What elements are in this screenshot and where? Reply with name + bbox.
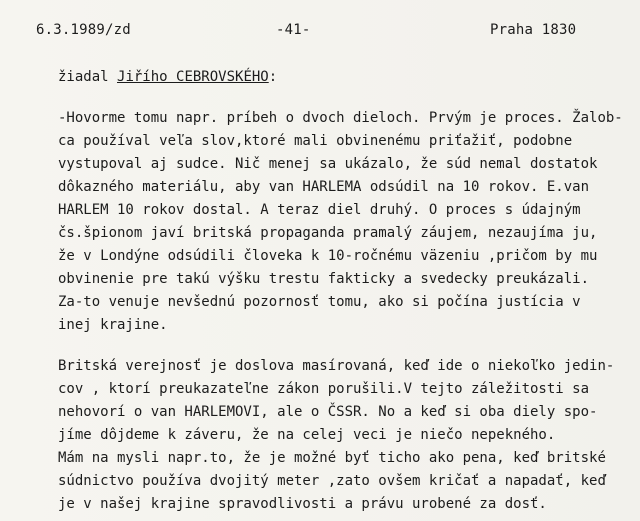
paragraph-line: je v našej krajine spravodlivosti a právu urobené za dosť. [58,496,547,512]
paragraph-line: obvinenie pre takú výšku trestu fakticky a svedecky preukázali. [58,271,590,287]
document-body [58,66,628,516]
paragraph-line: že v Londýne odsúdili človeka k 10-ročnému väzeniu ,pričom by mu [58,248,598,264]
place-code: Praha 1830 [490,22,577,38]
paragraph-line: čs.špionom javí britská propaganda pramalý záujem, nezaujíma ju, [58,225,598,241]
speaker-name: Jiřího CEBROVSKÉHO [117,69,269,85]
paragraph-line: cov , ktorí preukazateľne zákon porušili.V tejto záležitosti sa [58,381,590,397]
paragraph-line: inej krajine. [58,317,168,333]
paragraph-line: jíme dôjdeme k záveru, že na celej veci je niečo nepekného. [58,427,556,443]
page-number: -41- [276,22,311,38]
paragraph-line: HARLEM 10 rokov dostal. A teraz diel druhý. O proces s údajným [58,202,581,218]
paragraph-line: vystupoval aj sudce. Nič menej sa ukázalo, že súd nemal dostatok [58,156,598,172]
page-header [0,22,640,42]
paragraph-line: súdnictvo používa dvojitý meter ,zato ovšem kričať a napadať, keď [58,473,606,489]
speaker-colon: : [268,69,278,85]
document-date-reference: 6.3.1989/zd [36,22,131,38]
speaker-line [58,66,628,89]
paragraph-line: Mám na mysli napr.to, že je možné byť ticho ako pena, keď britské [58,450,606,466]
speaker-intro: žiadal [58,69,118,85]
paragraph-line: dôkazného materiálu, aby van HARLEMA odsúdil na 10 rokov. E.van [58,179,590,195]
paragraph-line: Britská verejnosť je doslova masírovaná, keď ide o niekoľko jedin- [58,358,615,374]
paragraph-line: ca používal veľa slov,ktoré mali obvinenému priťažiť, podobne [58,133,573,149]
paragraph-line: Za-to venuje nevšednú pozornosť tomu, ako si počína justícia v [58,294,581,310]
paragraph-line: -Hovorme tomu napr. príbeh o dvoch dieloch. Prvým je proces. Žalob- [58,110,623,126]
paragraph-line: nehovorí o van HARLEMOVI, ale o ČSSR. No a keď si oba diely spo- [58,404,598,420]
paragraph-1 [58,107,628,337]
paragraph-2 [58,355,628,516]
